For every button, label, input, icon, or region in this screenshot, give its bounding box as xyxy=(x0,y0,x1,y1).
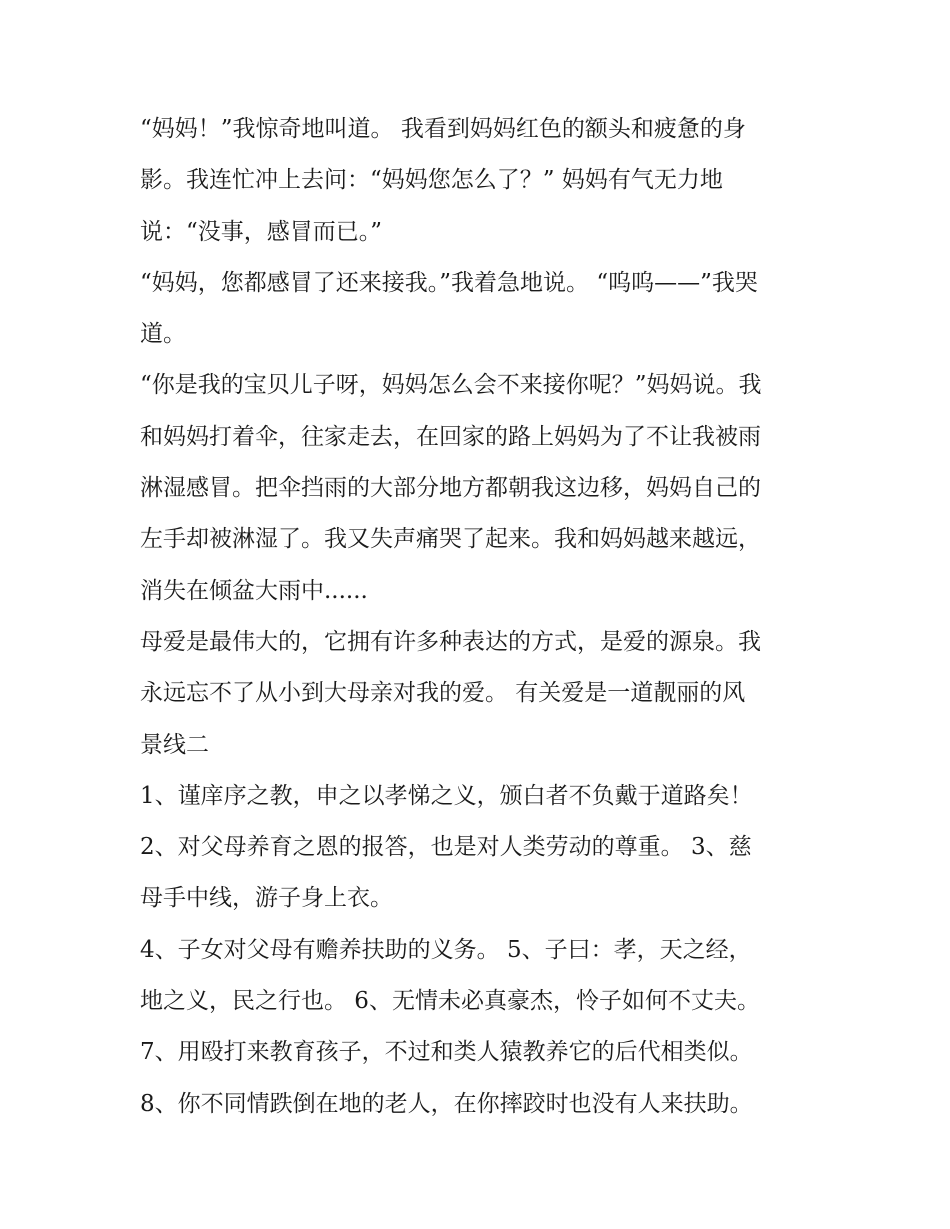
text-line: 母手中线，游子身上衣。 xyxy=(140,885,393,912)
text-line: “妈妈！”我惊奇地叫道。 我看到妈妈红色的额头和疲惫的身 xyxy=(140,116,746,142)
text-line: 消失在倾盆大雨中...... xyxy=(140,577,368,604)
text-line: 左手却被淋湿了。我又失声痛哭了起来。我和妈妈越来越远， xyxy=(140,526,761,553)
text-line: 永远忘不了从小到大母亲对我的爱。 有关爱是一道靓丽的风 xyxy=(140,680,746,707)
text-line: 影。我连忙冲上去问：“妈妈您怎么了？” 妈妈有气无力地 xyxy=(140,167,723,194)
text-line: 淋湿感冒。把伞挡雨的大部分地方都朝我这边移，妈妈自己的 xyxy=(140,475,761,502)
text-line: 地之义，民之行也。 6、无情未必真豪杰，怜子如何不丈夫。 xyxy=(140,988,760,1015)
document-body xyxy=(140,104,820,1130)
text-line: 景线二 xyxy=(140,731,209,758)
text-line: 4、子女对父母有赡养扶助的义务。 5、子曰：孝，天之经， xyxy=(140,936,752,963)
text-line: 道。 xyxy=(140,321,186,348)
text-line: 1、谨庠序之教，申之以孝悌之义，颁白者不负戴于道路矣！ xyxy=(140,782,753,809)
text-line: “你是我的宝贝儿子呀，妈妈怎么会不来接你呢？”妈妈说。我 xyxy=(140,372,762,399)
text-line: “妈妈，您都感冒了还来接我。”我着急地说。 “呜呜——”我哭 xyxy=(140,269,758,296)
text-line: 母爱是最伟大的，它拥有许多种表达的方式，是爱的源泉。我 xyxy=(140,628,761,655)
text-line: 2、对父母养育之恩的报答，也是对人类劳动的尊重。 3、慈 xyxy=(140,834,752,861)
text-line: 和妈妈打着伞，往家走去，在回家的路上妈妈为了不让我被雨 xyxy=(140,423,761,450)
text-line: 8、你不同情跌倒在地的老人，在你摔跤时也没有人来扶助。 xyxy=(140,1090,753,1117)
text-line: 7、用殴打来教育孩子，不过和类人猿教养它的后代相类似。 xyxy=(140,1039,753,1066)
text-line: 说：“没事，感冒而已。” xyxy=(140,218,383,245)
